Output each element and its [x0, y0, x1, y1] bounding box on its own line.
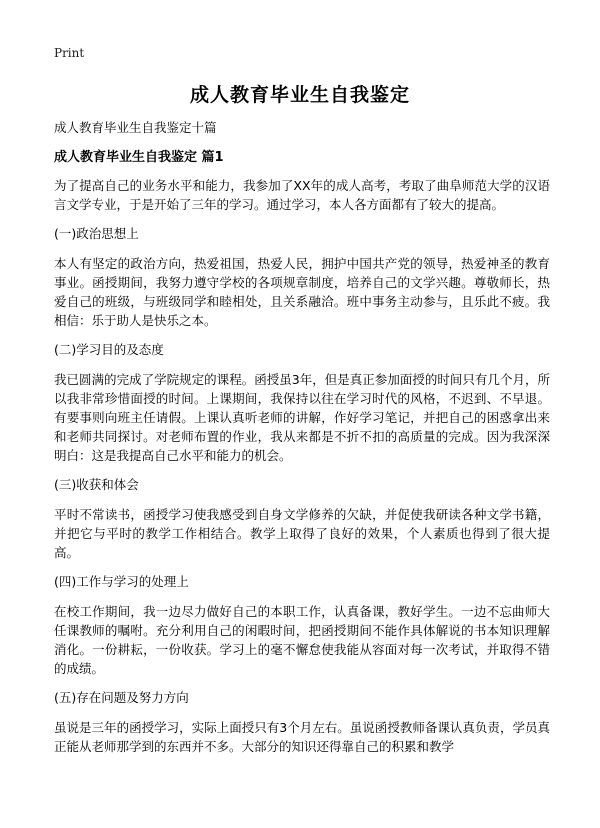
section-heading-study-attitude: (二)学习目的及态度 [54, 342, 164, 357]
section-body-gains: 平时不常读书，函授学习使我感受到自身文学修养的欠缺，并促使我研读各种文学书籍，并把它与平时的教学工作相结合。教学上取得了良好的效果，个人素质也得到了很大提高。 [54, 507, 550, 560]
section-heading-problems: (五)存在问题及努力方向 [54, 690, 189, 705]
section-heading-politics: (一)政治思想上 [54, 226, 139, 241]
section-body-problems: 虽说是三年的函授学习，实际上面授只有3个月左右。虽说函授教师备课认真负责，学员真正能从老师那学到的东西并不多。大部分的知识还得靠自己的积累和教学 [54, 720, 550, 754]
section-heading-work-study: (四)工作与学习的处理上 [54, 574, 189, 589]
section-body-work-study: 在校工作期间，我一边尽力做好自己的本职工作，认真备课，教好学生。一边不忘曲师大任课教师的嘱咐。充分利用自己的闲暇时间，把函授期间不能作具体解说的书本知识理解消化。一份耕耘，一份收获。学习上的毫不懈怠使我能从容面对每一次考试，并取得不错的成绩。 [54, 604, 550, 676]
document-subtitle: 成人教育毕业生自我鉴定十篇 [54, 120, 217, 135]
article-title: 成人教育毕业生自我鉴定 篇1 [54, 150, 224, 165]
section-body-politics: 本人有坚定的政治方向，热爱祖国，热爱人民，拥护中国共产党的领导，热爱神圣的教育事业。函授期间，我努力遵守学校的各项规章制度，培养自己的文学兴趣。尊敬师长，热爱自己的班级，与班级同学和睦相处，且关系融洽。班中事务主动参与，且乐此不疲。我相信：乐于助人是快乐之本。 [54, 256, 550, 328]
section-heading-gains: (三)收获和体会 [54, 477, 139, 492]
document-body [54, 118, 550, 766]
page-title: 成人教育毕业生自我鉴定 [189, 84, 410, 106]
intro-paragraph: 为了提高自己的业务水平和能力，我参加了XX年的成人高考，考取了曲阜师范大学的汉语言文学专业，于是开始了三年的学习。通过学习，本人各方面都有了较大的提高。 [54, 178, 550, 212]
print-label: Print [54, 46, 85, 60]
section-body-study-attitude: 我已圆满的完成了学院规定的课程。函授虽3年，但是真正参加面授的时间只有几个月，所以我非常珍惜面授的时间。上课期间，我保持以往在学习时代的风格，不迟到、不早退。有要事则向班主任请假。上课认真听老师的讲解，作好学习笔记，并把自己的困惑拿出来和老师共同探讨。对老师布置的作业，我从来都是不折不扣的高质量的完成。因为我深深明白：这是我提高自己水平和能力的机会。 [54, 372, 550, 463]
